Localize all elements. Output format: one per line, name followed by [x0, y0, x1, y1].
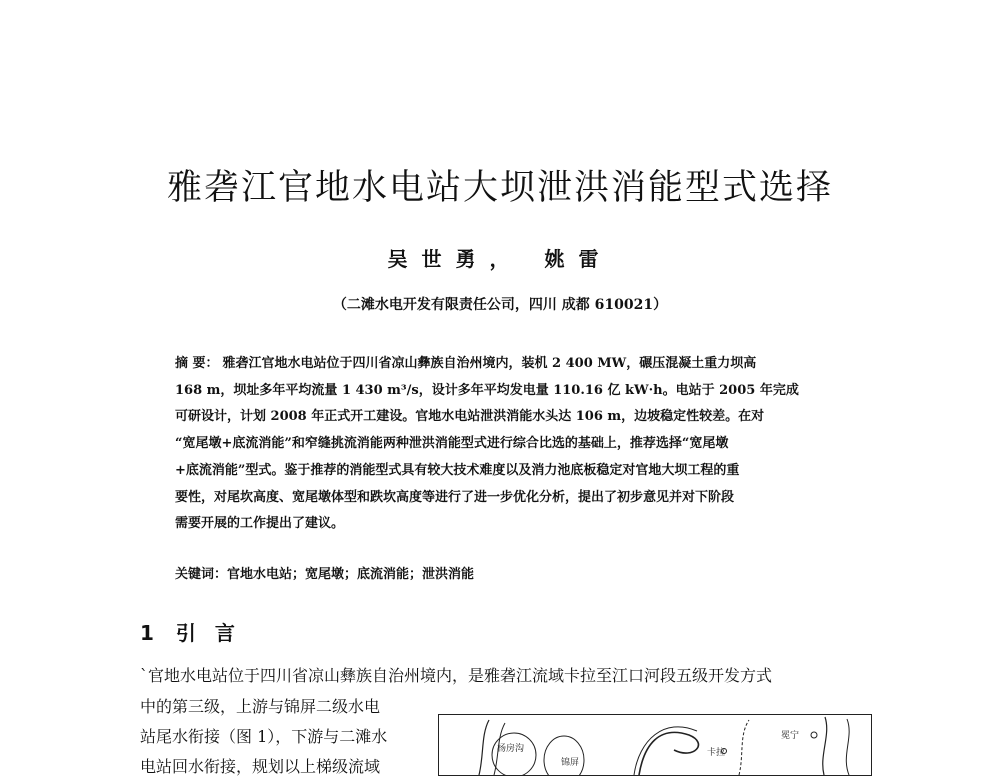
section-heading: [140, 617, 241, 646]
map-river-line: [846, 719, 849, 775]
map-label-kala: 卡拉: [707, 748, 726, 758]
body-column-text: [140, 692, 430, 782]
map-river-line: [479, 720, 489, 775]
map-town-marker: [811, 732, 817, 738]
body-line: 站尾水衔接（图 1），下游与二滩水: [140, 727, 388, 746]
abstract-text: 雅砻江官地水电站位于四川省凉山彝族自治州境内，装机 2 400 MW，碾压混凝土重力坝高: [222, 356, 757, 371]
abstract-line-3: 可研设计，计划 2008 年正式开工建设。官地水电站泄洪消能水头达 106 m，边坡稳定性较差。在对: [175, 409, 765, 425]
abstract-line-2: 168 m，坝址多年平均流量 1 430 m³/s，设计多年平均发电量 110.16 亿 kW·h。电站于 2005 年完成: [175, 382, 799, 398]
abstract-line-4: “宽尾墩+底流消能”和窄缝挑流消能两种泄洪消能型式进行综合比选的基础上，推荐选择“宽尾墩: [175, 436, 729, 452]
abstract-line-1: [175, 351, 835, 378]
section-title: 引 言: [175, 621, 241, 645]
map-boundary-shape: [492, 733, 536, 775]
keywords-label: 关键词：: [175, 567, 228, 582]
river-map-sketch: [439, 715, 871, 775]
map-river-bend: [639, 732, 698, 775]
figure-1-map: [438, 714, 872, 776]
paper-authors: 吴世勇， 姚雷: [387, 247, 613, 271]
map-label-jinping: 锦屏: [561, 758, 580, 768]
paper-title: 雅砻江官地水电站大坝泄洪消能型式选择: [166, 168, 833, 208]
abstract-label: 摘 要：: [175, 356, 219, 371]
section-number: 1: [140, 621, 160, 645]
map-label-mianning: 冕宁: [781, 731, 800, 741]
body-line: 中的第三级，上游与锦屏二级水电: [140, 697, 381, 716]
map-boundary-dashed: [739, 720, 749, 775]
abstract-block: [175, 351, 835, 538]
keywords-line: [175, 563, 835, 582]
abstract-line-6: 要性，对尾坎高度、宽尾墩体型和跌坎高度等进行了进一步优化分析，提出了初步意见并对下阶段: [175, 489, 735, 505]
author-affiliation: （二滩水电开发有限责任公司，四川 成都 610021）: [332, 297, 668, 313]
abstract-line-7: 需要开展的工作提出了建议。: [175, 516, 345, 532]
map-boundary-shape: [544, 736, 584, 775]
abstract-line-5: +底流消能”型式。鉴于推荐的消能型式具有较大技术难度以及消力池底板稳定对官地大坝工程的重: [175, 462, 740, 478]
body-paragraph-first-line: `官地水电站位于四川省凉山彝族自治州境内，是雅砻江流域卡拉至江口河段五级开发方式: [140, 666, 773, 685]
body-line: 电站回水衔接，规划以上梯级流域: [140, 757, 381, 776]
keywords-text: 官地水电站；宽尾墩；底流消能；泄洪消能: [227, 567, 475, 582]
map-label-yangfanggou: 杨房沟: [497, 744, 525, 754]
map-river-line: [823, 717, 827, 775]
